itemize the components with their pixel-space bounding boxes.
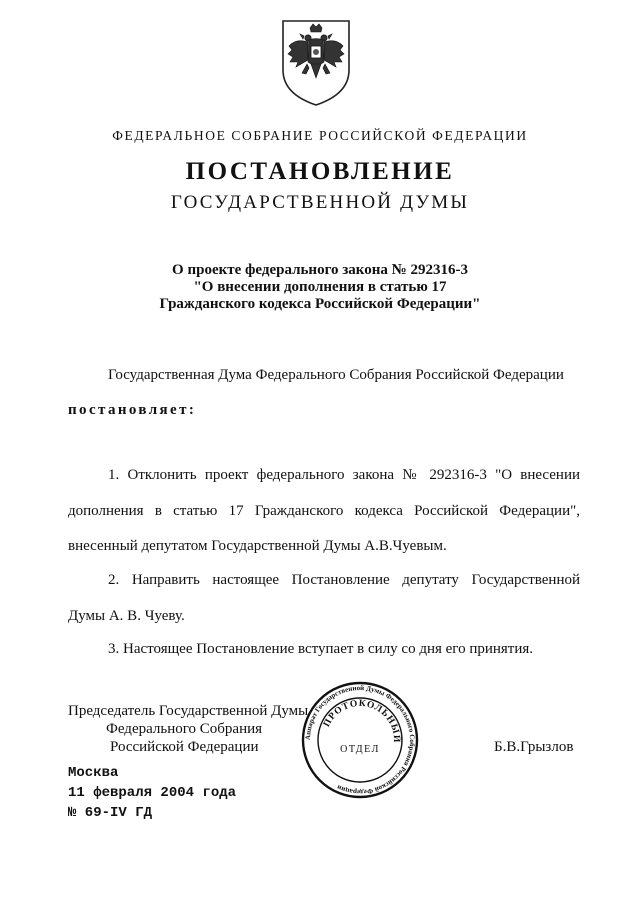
svg-text:ПРОТОКОЛЬНЫЙ: [322, 699, 403, 744]
signatory-position-line-1: Председатель Государственной Думы: [68, 703, 309, 719]
title-line-3: Гражданского кодекса Российской Федерации": [159, 296, 481, 312]
item-2-line-1: 2. Направить настоящее Постановление депутату Государственной: [108, 572, 580, 588]
item-2-line-2: Думы А. В. Чуеву.: [68, 608, 185, 624]
item-1-line-1: 1. Отклонить проект федерального закона № 292316-3 "О внесении: [108, 467, 580, 483]
protocol-department-stamp: [300, 680, 420, 800]
issue-city: Москва: [68, 765, 119, 781]
stamp-outer-text: Аппарат Государственной Думы Федерального Собрания Российской Федерации: [303, 683, 417, 797]
title-line-2: "О внесении дополнения в статью 17: [193, 279, 447, 295]
item-3-text: 3. Настоящее Постановление вступает в силу со дня его принятия.: [108, 641, 534, 657]
item-1-line-2: дополнения в статью 17 Гражданского кодекса Российской Федерации",: [68, 503, 580, 519]
signatory-position-line-2: Федерального Собрания: [106, 721, 263, 737]
resolution-title: [150, 262, 490, 313]
issue-date: 11 февраля 2004 года: [68, 785, 237, 801]
stamp-inner-text: ПРОТОКОЛЬНЫЙ: [322, 698, 402, 744]
signatory-name: Б.В.Грызлов: [494, 739, 574, 755]
document-number: № 69-IV ГД: [68, 805, 153, 821]
title-line-1: О проекте федерального закона № 292316-3: [172, 262, 468, 278]
parliament-name: ФЕДЕРАЛЬНОЕ СОБРАНИЕ РОССИЙСКОЙ ФЕДЕРАЦИИ: [112, 128, 528, 143]
issuer-heading: ГОСУДАРСТВЕННОЙ ДУМЫ: [170, 192, 470, 213]
preamble-text: Государственная Дума Федерального Собрания Российской Федерации: [108, 367, 564, 383]
resolves-word: постановляет:: [68, 402, 197, 418]
stamp-center-text: ОТДЕЛ: [340, 744, 380, 755]
document-type-heading: ПОСТАНОВЛЕНИЕ: [185, 158, 455, 185]
item-1-line-3: внесенный депутатом Государственной Думы А.В.Чуевым.: [68, 538, 447, 554]
coat-of-arms-emblem: [280, 18, 352, 108]
signatory-position-line-3: Российской Федерации: [110, 739, 259, 755]
